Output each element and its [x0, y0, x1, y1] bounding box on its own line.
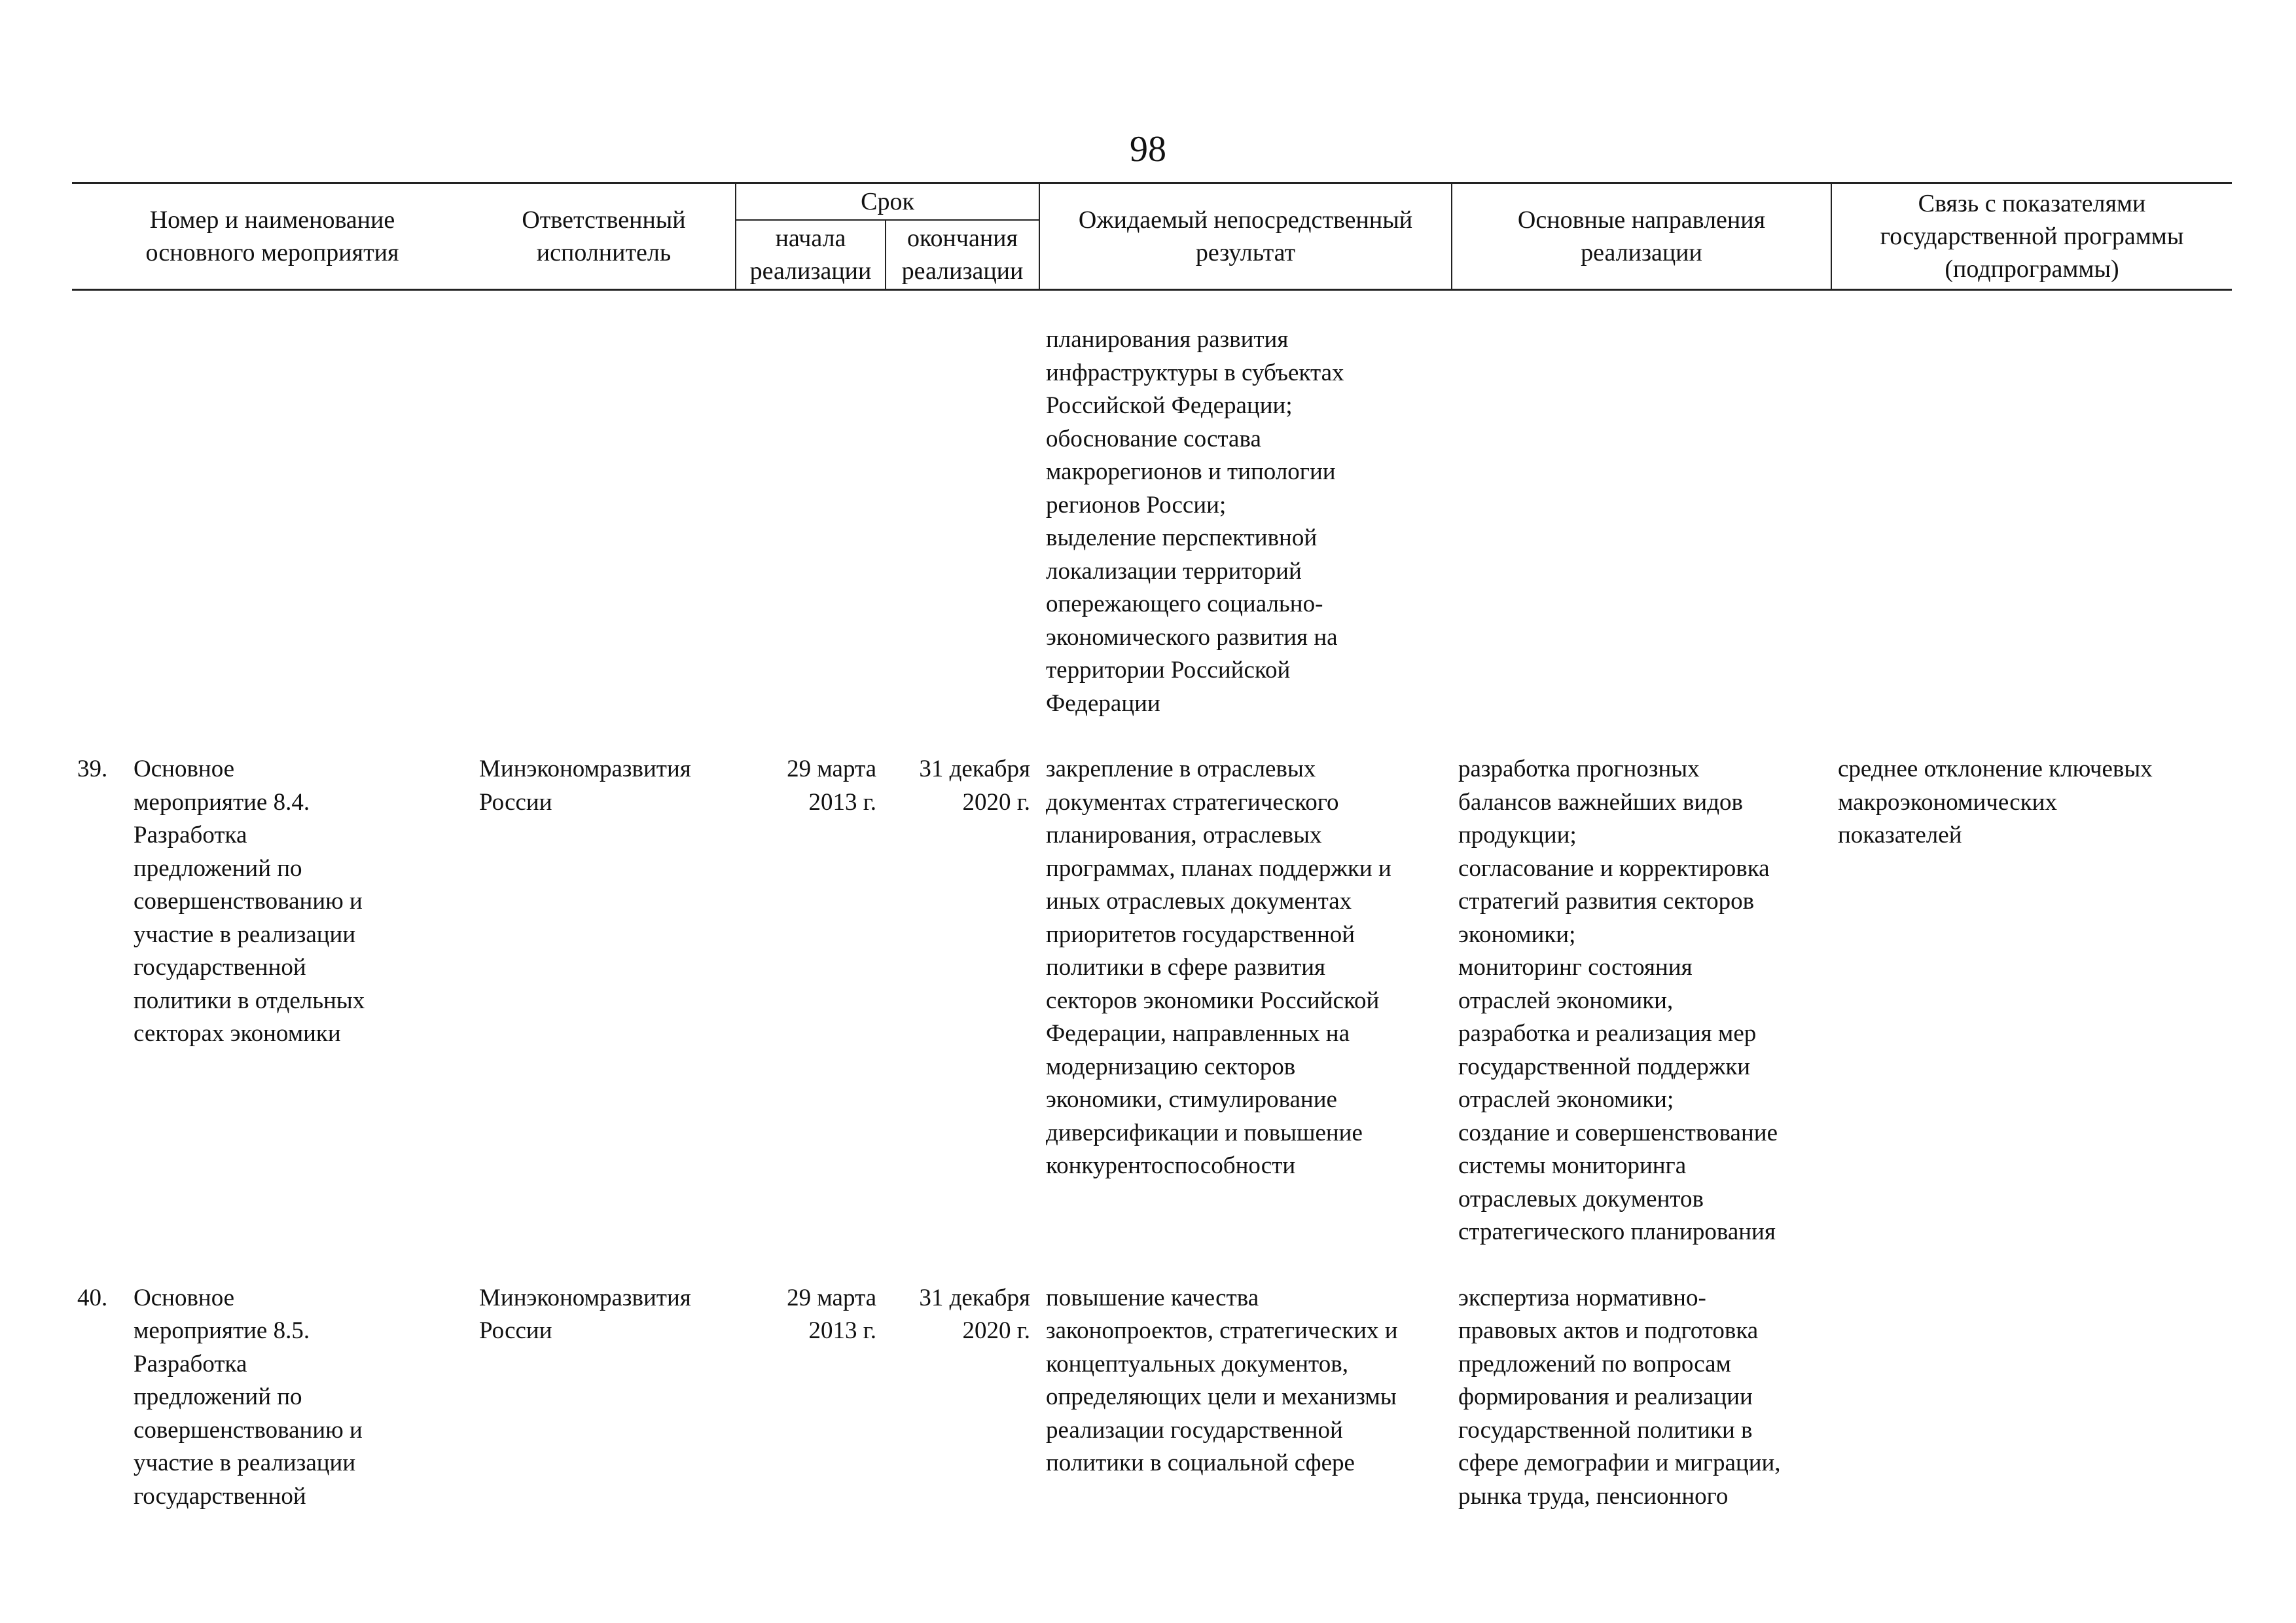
- table-body: [72, 290, 2232, 1514]
- row-result: планирования развития инфраструктуры в субъектах Российской Федерации; обоснование состава макрорегионов и типологии регионов России; выделение перспективной локализации территорий опережающего социально- экономического развития на территории Российской Федерации: [1046, 326, 1344, 717]
- table-row: [72, 323, 2232, 720]
- header-term: Срок: [736, 183, 1039, 221]
- header-measure-name: Номер и наименование основного мероприятия: [72, 183, 473, 290]
- row-directions: [1452, 323, 1831, 720]
- row-number: [72, 323, 473, 720]
- row-indicators-link: среднее отклонение ключевых макроэкономических показателей: [1838, 756, 2153, 848]
- spacer-row: [72, 290, 2232, 324]
- row-executor: Минэкономразвития России: [479, 1284, 691, 1344]
- row-number-and-name: [72, 1282, 473, 1514]
- row-result: повышение качества законопроектов, стратегических и концептуальных документов, определяющих цели и механизмы реализации государственной политики в социальной сфере: [1046, 1284, 1398, 1476]
- row-start-date: 29 марта 2013 г.: [787, 756, 876, 816]
- row-executor: Минэкономразвития России: [479, 756, 691, 816]
- header-indicators-link: Связь с показателями государственной программы (подпрограммы): [1831, 183, 2232, 290]
- row-measure-name: Основное мероприятие 8.4. Разработка предложений по совершенствованию и участие в реализации государственной политики в отдельных секторах экономики: [134, 756, 365, 1047]
- table-row: [72, 1282, 2232, 1514]
- row-end-date: 31 декабря 2020 г.: [919, 756, 1030, 816]
- row-executor: [473, 323, 736, 720]
- row-indicators-link: [1831, 323, 2232, 720]
- row-number: 40.: [77, 1284, 108, 1311]
- spacer-row: [72, 1249, 2232, 1282]
- row-end-date: [886, 323, 1039, 720]
- row-indicators-link: [1831, 1282, 2232, 1514]
- row-directions: разработка прогнозных балансов важнейших видов продукции; согласование и корректировка стратегий развития секторов экономики; мониторинг состояния отраслей экономики, разработка и реализация мер государственной поддержки отраслей экономики; создание и совершенствование системы мониторинга отраслевых документов стратегического планирования: [1458, 756, 1778, 1245]
- row-start-date: 29 марта 2013 г.: [787, 1284, 876, 1344]
- header-executor: Ответственный исполнитель: [473, 183, 736, 290]
- row-start-date: [736, 323, 886, 720]
- header-end: окончания реализации: [886, 220, 1039, 290]
- header-directions: Основные направления реализации: [1452, 183, 1831, 290]
- row-number-and-name: [72, 753, 473, 1249]
- row-end-date: 31 декабря 2020 г.: [919, 1284, 1030, 1344]
- row-directions: экспертиза нормативно- правовых актов и подготовка предложений по вопросам формирования и реализации государственной политики в сфере демографии и миграции, рынка труда, пенсионного: [1458, 1284, 1781, 1510]
- row-number: 39.: [77, 756, 108, 782]
- measures-table-wrapper: [72, 182, 2232, 1513]
- spacer-row: [72, 720, 2232, 753]
- header-start: начала реализации: [736, 220, 886, 290]
- page-number: 98: [1130, 129, 1166, 170]
- measures-table: [72, 182, 2232, 1513]
- row-result: закрепление в отраслевых документах стратегического планирования, отраслевых программах, планах поддержки и иных отраслевых документах приоритетов государственной политики в сфере развития секторов экономики Российской Федерации, направленных на модернизацию секторов экономики, стимулирование диверсификации и повышение конкурентоспособности: [1046, 756, 1391, 1179]
- header-result: Ожидаемый непосредственный результат: [1039, 183, 1452, 290]
- table-header: [72, 183, 2232, 290]
- table-row: [72, 753, 2232, 1249]
- row-measure-name: Основное мероприятие 8.5. Разработка предложений по совершенствованию и участие в реализации государственной: [134, 1284, 363, 1510]
